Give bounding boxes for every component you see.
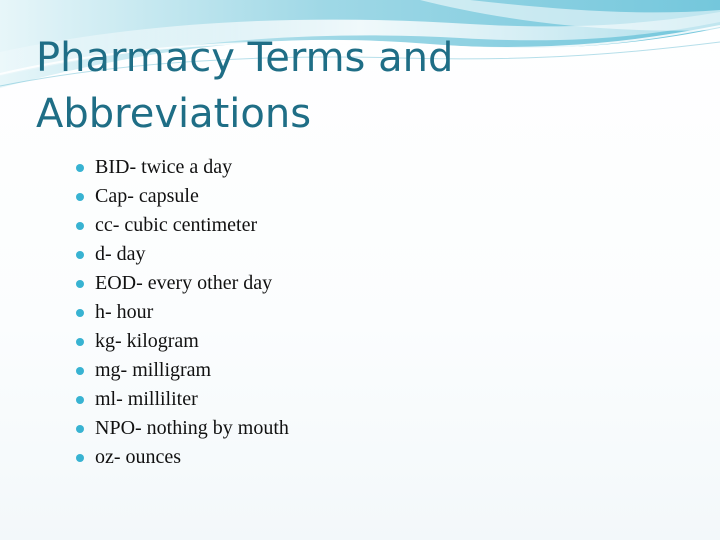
- list-item-text: cc- cubic centimeter: [95, 214, 258, 236]
- list-item: [76, 327, 289, 356]
- slide-title: [36, 30, 636, 142]
- slide-title-line-1: Pharmacy Terms and: [36, 35, 454, 81]
- bullet-dot-icon: [76, 309, 84, 317]
- list-item: [76, 414, 289, 443]
- list-item: [76, 298, 289, 327]
- list-item-text: NPO- nothing by mouth: [95, 417, 289, 439]
- list-item-text: Cap- capsule: [95, 185, 199, 207]
- list-item: [76, 356, 289, 385]
- bullet-dot-icon: [76, 425, 84, 433]
- bullet-dot-icon: [76, 280, 84, 288]
- bullet-dot-icon: [76, 454, 84, 462]
- bullet-dot-icon: [76, 222, 84, 230]
- list-item: [76, 182, 289, 211]
- list-item-text: EOD- every other day: [95, 272, 273, 294]
- bullet-dot-icon: [76, 338, 84, 346]
- list-item-text: mg- milligram: [95, 359, 212, 381]
- list-item: [76, 385, 289, 414]
- list-item: [76, 211, 289, 240]
- bullet-dot-icon: [76, 367, 84, 375]
- list-item-text: kg- kilogram: [95, 330, 199, 352]
- slide-title-line-2: Abbreviations: [36, 91, 312, 137]
- list-item-text: h- hour: [95, 301, 154, 323]
- bullet-dot-icon: [76, 164, 84, 172]
- list-item: [76, 240, 289, 269]
- list-item-text: ml- milliliter: [95, 388, 198, 410]
- list-item-text: d- day: [95, 243, 146, 265]
- bullet-dot-icon: [76, 193, 84, 201]
- list-item: [76, 269, 289, 298]
- list-item: [76, 443, 289, 472]
- list-item-text: oz- ounces: [95, 446, 182, 468]
- bullet-dot-icon: [76, 251, 84, 259]
- list-item: [76, 153, 289, 182]
- list-item-text: BID- twice a day: [95, 156, 233, 178]
- bullet-dot-icon: [76, 396, 84, 404]
- abbreviation-list: [76, 153, 289, 472]
